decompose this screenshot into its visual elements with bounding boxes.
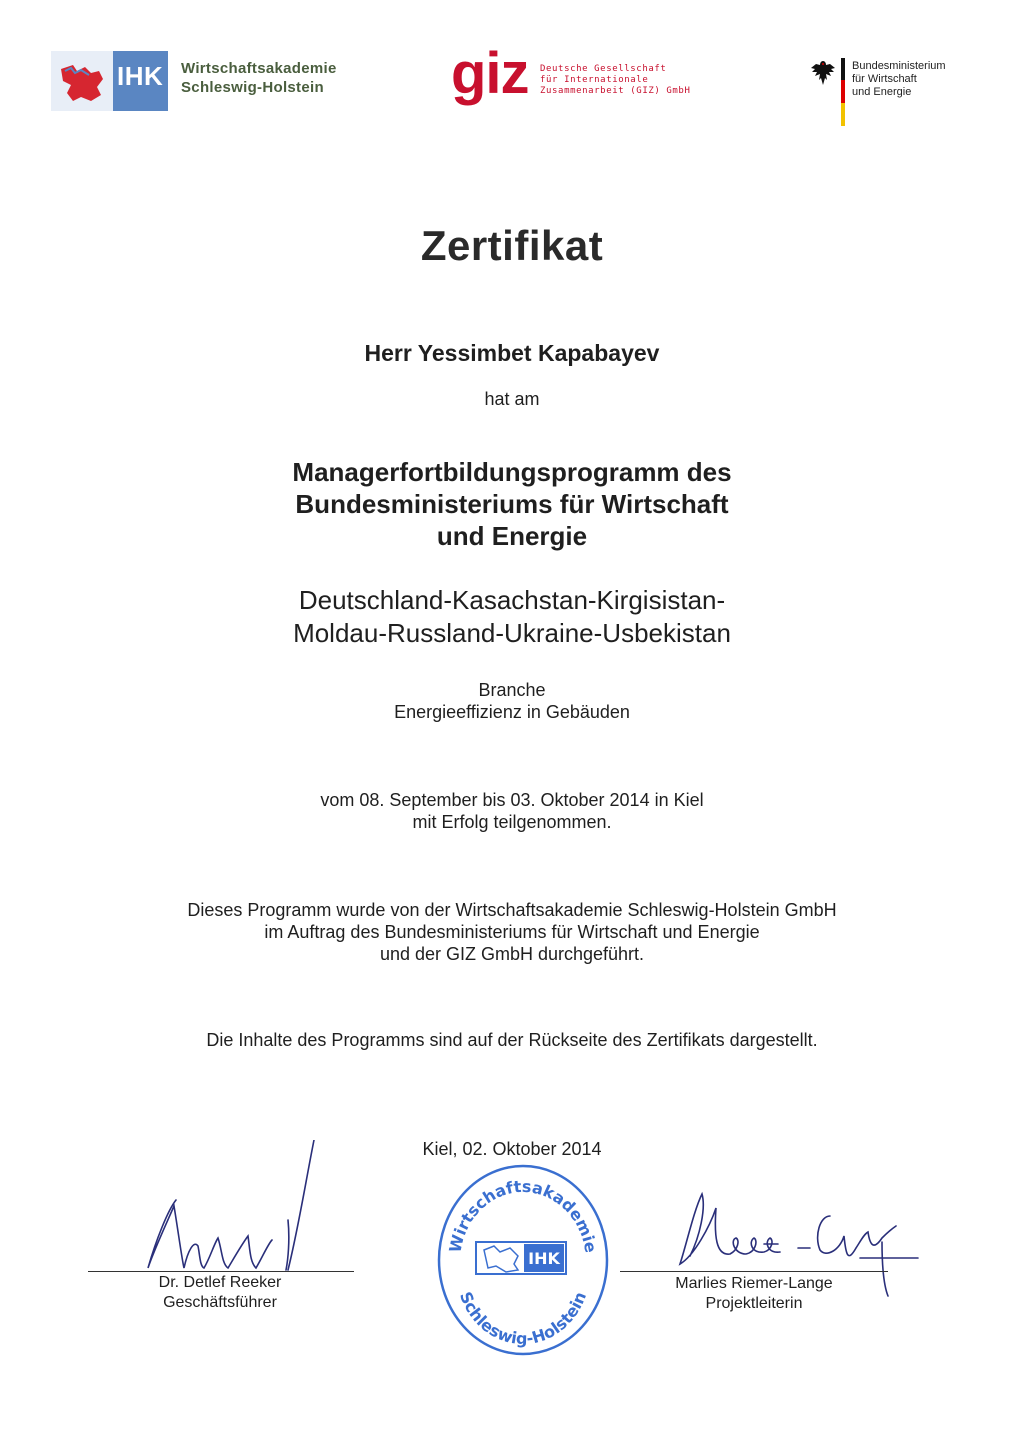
bmwi-name bbox=[852, 60, 946, 99]
ihk-mark: IHK bbox=[117, 61, 164, 91]
signature-line-left bbox=[88, 1271, 354, 1272]
ihk-name bbox=[181, 59, 337, 97]
branche-value: Energieeffizienz in Gebäuden bbox=[394, 702, 630, 722]
countries-line1: Deutschland-Kasachstan-Kirgisistan- bbox=[298, 585, 726, 615]
giz-name-line2: für Internationale bbox=[540, 75, 649, 85]
countries bbox=[0, 584, 1024, 650]
signatory-left-name: Dr. Detlef Reeker bbox=[158, 1274, 282, 1291]
program-info-line3: und der GIZ GmbH durchgeführt. bbox=[379, 944, 645, 964]
bmwi-logo bbox=[806, 58, 966, 128]
hat-am-text: hat am bbox=[484, 389, 540, 409]
giz-name bbox=[540, 64, 690, 97]
branche-label: Branche bbox=[478, 680, 546, 700]
giz-mark: giz bbox=[451, 41, 529, 106]
program-info-line2: im Auftrag des Bundesministeriums für Wirtschaft und Energie bbox=[264, 922, 760, 942]
signatory-right-name: Marlies Riemer-Lange bbox=[675, 1275, 833, 1292]
program-title bbox=[0, 456, 1024, 552]
place-date: Kiel, 02. Oktober 2014 bbox=[422, 1139, 602, 1159]
signature-left bbox=[138, 1140, 328, 1275]
german-flag-bar bbox=[841, 58, 845, 126]
bmwi-name-line2: für Wirtschaft bbox=[852, 73, 917, 85]
program-title-line1: Managerfortbildungsprogramm des bbox=[292, 457, 732, 487]
schleswig-holstein-map-icon bbox=[51, 51, 113, 111]
stamp-top-text: Wirtschaftsakademie bbox=[445, 1176, 601, 1255]
ihk-logo bbox=[51, 51, 361, 113]
signatory-left-role: Geschäftsführer bbox=[163, 1294, 277, 1311]
program-info-line1: Dieses Programm wurde von der Wirtschaftsakademie Schleswig-Holstein GmbH bbox=[187, 900, 837, 920]
ihk-name-line2: Schleswig-Holstein bbox=[181, 79, 324, 96]
countries-line2: Moldau-Russland-Ukraine-Usbekistan bbox=[293, 618, 731, 648]
program-title-line2: Bundesministeriums für Wirtschaft bbox=[295, 489, 729, 519]
giz-logo bbox=[451, 41, 711, 114]
recipient-name: Herr Yessimbet Kapabayev bbox=[364, 340, 660, 366]
dates-line1: vom 08. September bis 03. Oktober 2014 in Kiel bbox=[320, 790, 704, 810]
stamp-ihk-logo bbox=[476, 1242, 566, 1274]
giz-name-line1: Deutsche Gesellschaft bbox=[540, 64, 667, 74]
content-note: Die Inhalte des Programms sind auf der Rückseite des Zertifikats dargestellt. bbox=[206, 1030, 818, 1050]
official-stamp bbox=[436, 1160, 610, 1356]
ihk-name-line1: Wirtschaftsakademie bbox=[181, 60, 337, 77]
signature-line-right bbox=[620, 1271, 888, 1272]
program-info bbox=[0, 899, 1024, 965]
federal-eagle-icon bbox=[808, 58, 838, 88]
program-title-line3: und Energie bbox=[436, 521, 588, 551]
bmwi-name-line1: Bundesministerium bbox=[852, 60, 946, 72]
dates-line2: mit Erfolg teilgenommen. bbox=[412, 812, 612, 832]
signatory-right bbox=[634, 1274, 874, 1314]
stamp-ihk-mark: IHK bbox=[528, 1249, 560, 1268]
certificate-title: Zertifikat bbox=[420, 222, 604, 269]
signatory-left bbox=[100, 1273, 340, 1313]
stamp-bottom-text: Schleswig-Holstein bbox=[455, 1289, 591, 1349]
ihk-logo-box bbox=[51, 51, 168, 111]
bmwi-name-line3: und Energie bbox=[852, 86, 912, 98]
branche-block bbox=[0, 679, 1024, 723]
giz-name-line3: Zusammenarbeit (GIZ) GmbH bbox=[540, 86, 691, 96]
signatory-right-role: Projektleiterin bbox=[705, 1295, 803, 1312]
dates-block bbox=[0, 789, 1024, 833]
